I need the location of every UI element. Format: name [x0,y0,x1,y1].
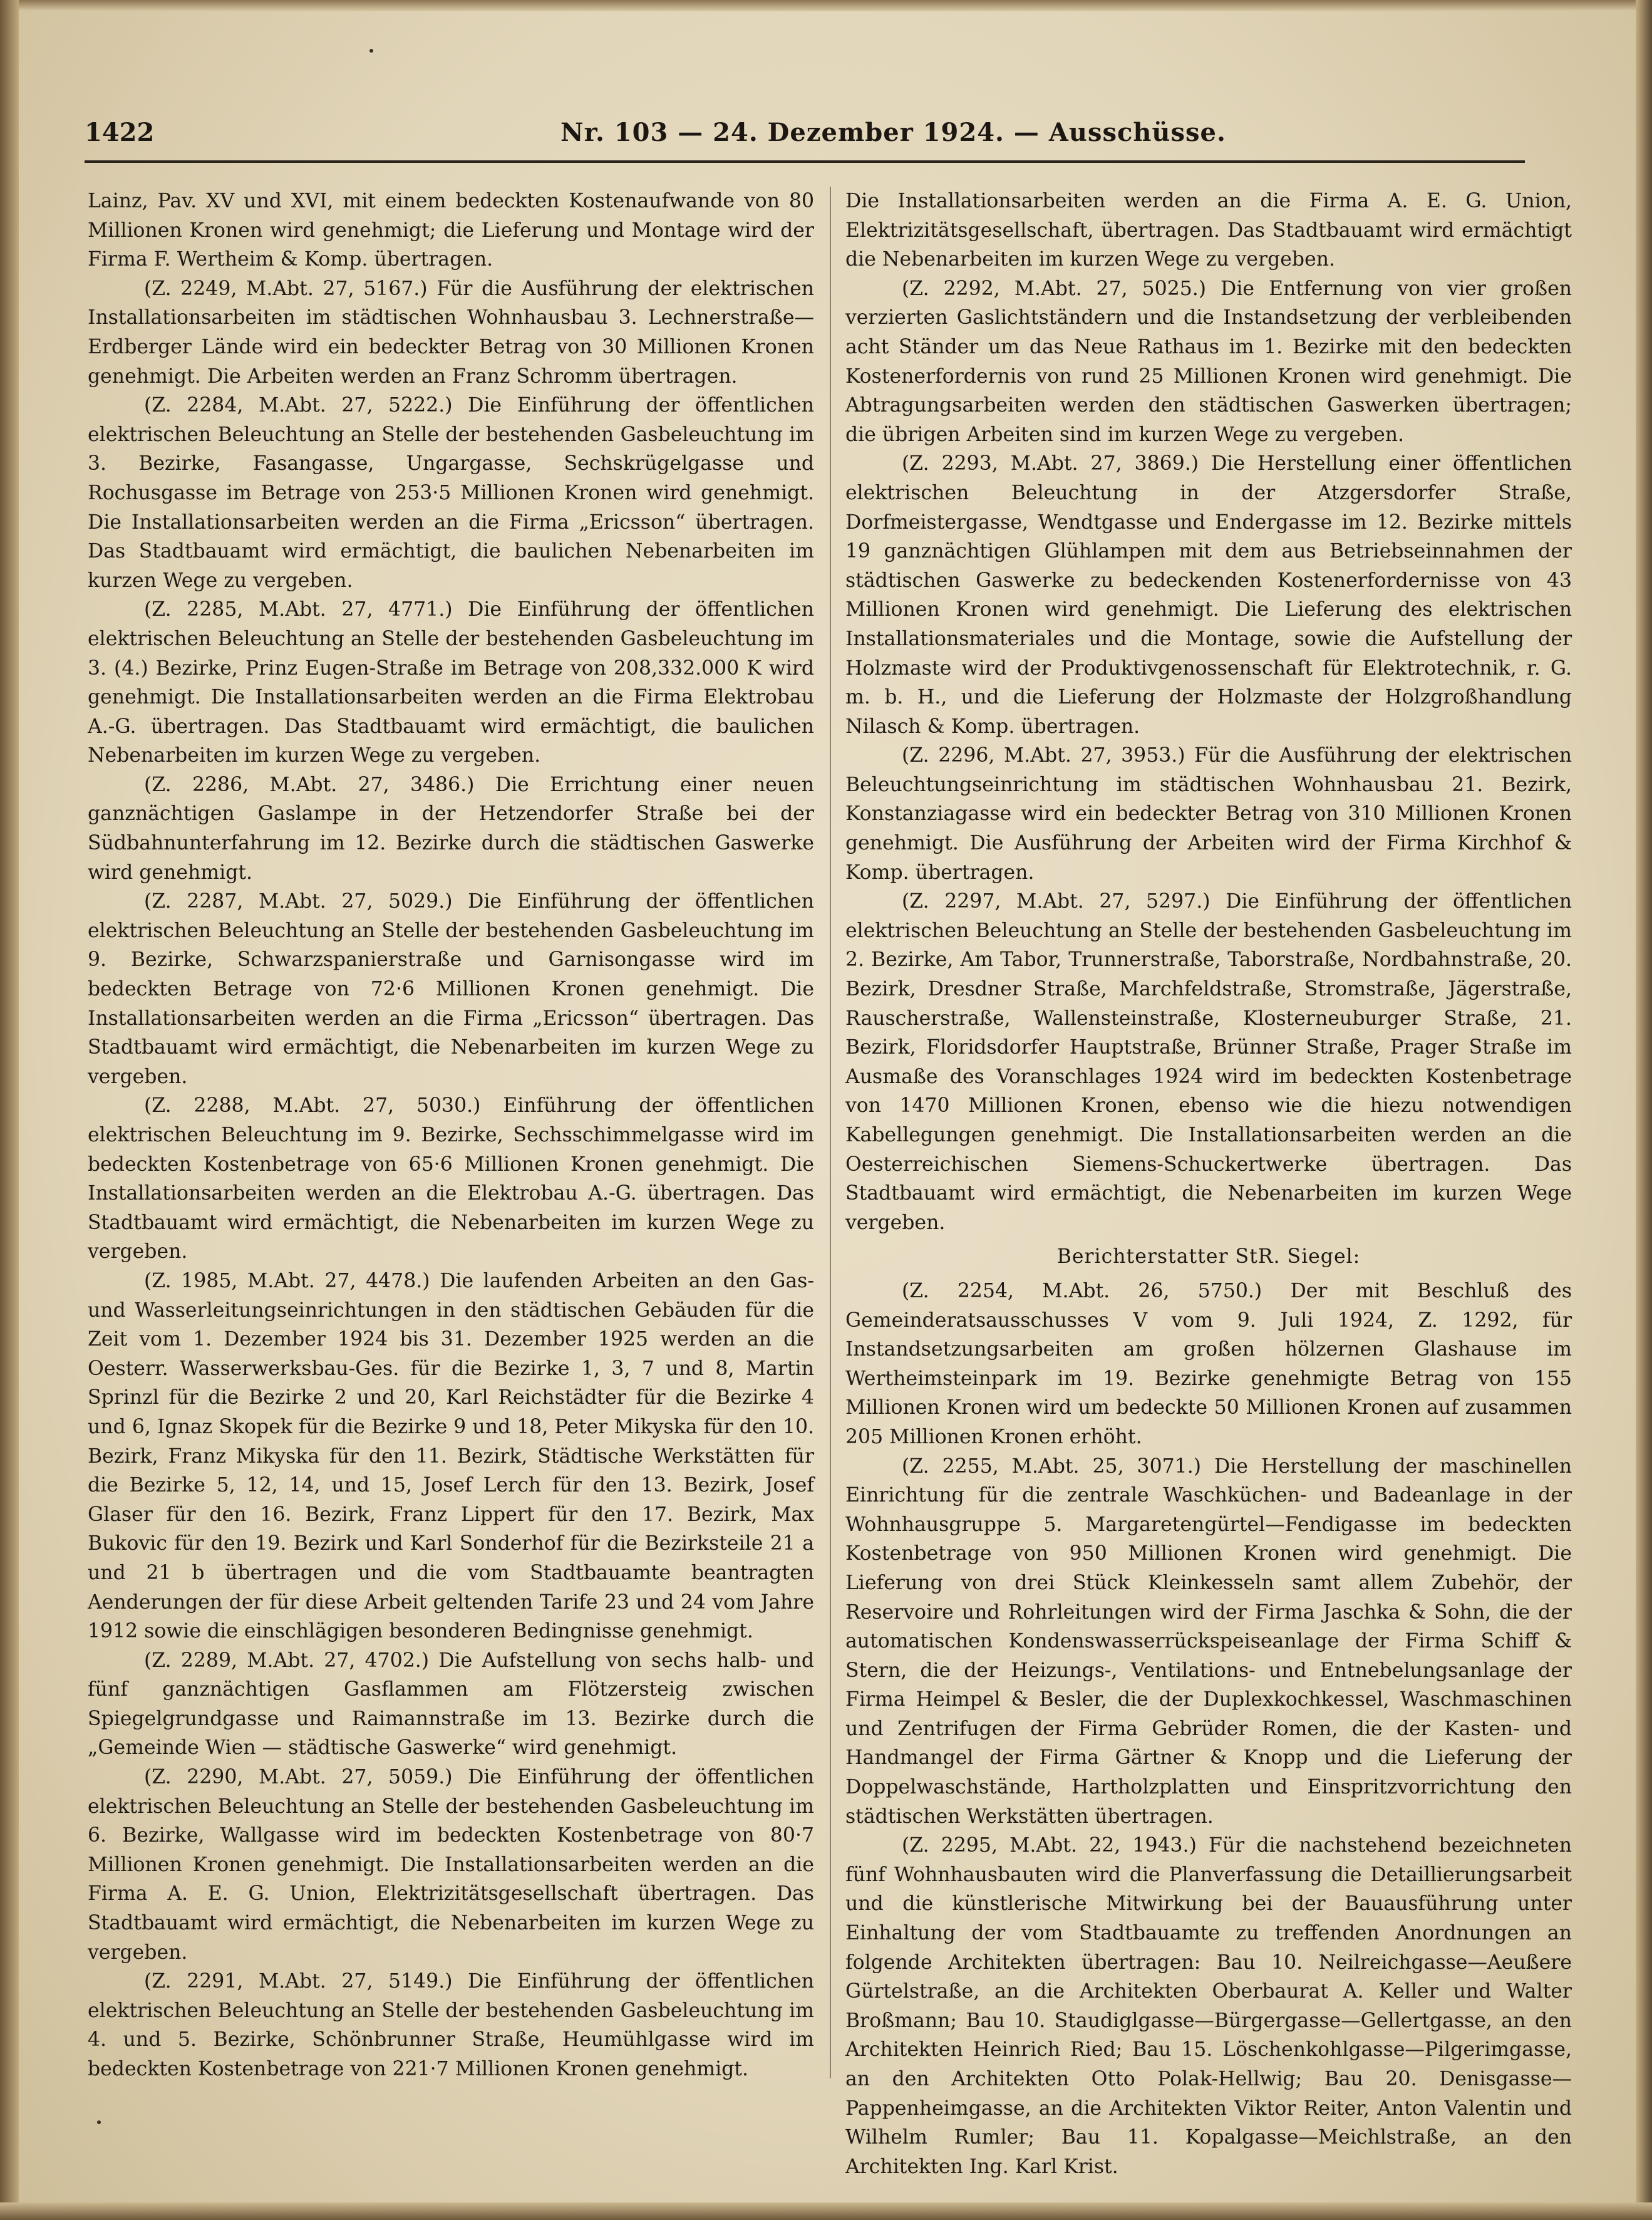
paragraph: Lainz, Pav. XV und XVI, mit einem bedeckten Kostenaufwande von 80 Millionen Kronen wird genehmigt; die Lieferung und Montage wird der Firma F. Wertheim & Komp. übertragen. [88,190,814,271]
paragraph: (Z. 2295, M.Abt. 22, 1943.) Für die nachstehend bezeichneten fünf Wohnhausbauten wird die Planverfassung die Detaillierungsarbeit und die künstlerische Mitwirkung bei der Bauausführung unter Einhaltung der vom Stadtbauamte zu treffenden Anordnungen an folgende Architekten übertragen: Bau 10. Neilreichgasse—Aeußere Gürtelstraße, an die Architekten Oberbaurat A. Keller und Walter Broßmann; Bau 10. Staudiglgasse—Bürgergasse—Gellertgasse, an den Architekten Heinrich Ried; Bau 15. Löschenkohlgasse—Pilgerimgasse, an den Architekten Otto Polak-Hellwig; Bau 20. Denisgasse—Pappenheimgasse, an die Architekten Viktor Reiter, Anton Valentin und Wilhelm Rumler; Bau 11. Kopalgasse—Meichlstraße, an den Architekten Ing. Karl Krist. [845,1834,1572,2178]
column-divider [830,187,831,2078]
paragraph: (Z. 2292, M.Abt. 27, 5025.) Die Entfernung von vier großen verzierten Gaslichtständern und die Instandsetzung der verbleibenden acht Ständer um das Neue Rathaus im 1. Bezirke mit den bedeckten Kostenerfordernis von rund 25 Millionen Kronen wird genehmigt. Die Abtragungsarbeiten werden den städtischen Gaswerken übertragen; die übrigen Arbeiten sind im kurzen Wege zu vergeben. [845,277,1572,446]
left-column [88,187,814,2080]
paragraph: (Z. 2255, M.Abt. 25, 3071.) Die Herstellung der maschinellen Einrichtung für die zentrale Waschküchen- und Badeanlage in der Wohnhausgruppe 5. Margaretengürtel—Fendigasse im bedeckten Kostenbetrage von 950 Millionen Kronen wird genehmigt. Die Lieferung von drei Stück Kleinkesseln samt allem Zubehör, der Reservoire und Rohrleitungen wird der Firma Jaschka & Sohn, die der automatischen Kondenswasserrückspeiseanlage der Firma Schiff & Stern, die der Heizungs-, Ventilations- und Entnebelungsanlage der Firma Heimpel & Besler, die der Duplexkochkessel, Waschmaschinen und Zentrifugen der Firma Gebrüder Romen, die der Kasten- und Handmangel der Firma Gärtner & Knopp und die Lieferung der Doppelwaschstände, Hartholzplatten und Einspritzvorrichtung den städtischen Werkstätten übertragen. [845,1455,1572,1828]
paragraph: (Z. 2285, M.Abt. 27, 4771.) Die Einführung der öffentlichen elektrischen Beleuchtung an Stelle der bestehenden Gasbeleuchtung im 3. (4.) Bezirke, Prinz Eugen-Straße im Betrage von 208,332.000 K wird genehmigt. Die Installationsarbeiten werden an die Firma Elektrobau A.-G. übertragen. Das Stadtbauamt wird ermächtigt, die baulichen Nebenarbeiten im kurzen Wege zu vergeben. [88,598,814,767]
paragraph: (Z. 2290, M.Abt. 27, 5059.) Die Einführung der öffentlichen elektrischen Beleuchtung an Stelle der bestehenden Gasbeleuchtung im 6. Bezirke, Wallgasse wird im bedeckten Kostenbetrage von 80·7 Millionen Kronen genehmigt. Die Installationsarbeiten werden an die Firma A. E. G. Union, Elektrizitätsgesellschaft übertragen. Das Stadtbauamt wird ermächtigt, die Nebenarbeiten im kurzen Wege zu vergeben. [88,1766,814,1964]
paragraph: (Z. 2254, M.Abt. 26, 5750.) Der mit Beschluß des Gemeinderatsausschusses V vom 9. Juli 1924, Z. 1292, für Instandsetzungsarbeiten am großen hölzernen Glashause im Wertheimsteinpark im 19. Bezirke genehmigte Betrag von 155 Millionen Kronen wird um bedeckte 50 Millionen Kronen auf zusammen 205 Millionen Kronen erhöht. [845,1279,1572,1448]
paragraph: (Z. 2249, M.Abt. 27, 5167.) Für die Ausführung der elektrischen Installationsarbeiten im städtischen Wohnhausbau 3. Lechnerstraße—Erdberger Lände wird ein bedeckter Betrag von 30 Millionen Kronen genehmigt. Die Arbeiten werden an Franz Schromm übertragen. [88,277,814,388]
paragraph: (Z. 2297, M.Abt. 27, 5297.) Die Einführung der öffentlichen elektrischen Beleuchtung an Stelle der bestehenden Gasbeleuchtung im 2. Bezirke, Am Tabor, Trunnerstraße, Taborstraße, Nordbahnstraße, 20. Bezirk, Dresdner Straße, Marchfeldstraße, Stromstraße, Jägerstraße, Rauscherstraße, Wallensteinstraße, Klosterneuburger Straße, 21. Bezirk, Floridsdorfer Hauptstraße, Brünner Straße, Prager Straße im Ausmaße des Voranschlages 1924 wird im bedeckten Kostenbetrage von 1470 Millionen Kronen, ebenso wie die hiezu notwendigen Kabellegungen genehmigt. Die Installationsarbeiten werden an die Oesterreichischen Siemens-Schuckertwerke übertragen. Das Stadtbauamt wird ermächtigt, die Nebenarbeiten im kurzen Wege vergeben. [845,890,1572,1234]
page-number: 1422 [85,118,155,147]
paragraph: (Z. 2293, M.Abt. 27, 3869.) Die Herstellung einer öffentlichen elektrischen Beleuchtung in der Atzgersdorfer Straße, Dorfmeistergasse, Wendtgasse und Endergasse im 12. Bezirke mittels 19 ganznächtigen Glühlampen mit dem aus Betriebseinnahmen der städtischen Gaswerke zu bedeckenden Kostenerfordernisse von 43 Millionen Kronen wird genehmigt. Die Lieferung des elektrischen Installationsmateriales und die Montage, sowie die Aufstellung der Holzmaste wird der Produktivgenossenschaft für Elektrotechnik, r. G. m. b. H., und die Lieferung der Holzmaste der Holzgroßhandlung Nilasch & Komp. übertragen. [845,452,1572,738]
paragraph: (Z. 2286, M.Abt. 27, 3486.) Die Errichtung einer neuen ganznächtigen Gaslampe in der Hetzendorfer Straße bei der Südbahnunterfahrung im 12. Bezirke durch die städtischen Gaswerke wird genehmigt. [88,773,814,884]
header-rule [85,160,1525,163]
paragraph: (Z. 2288, M.Abt. 27, 5030.) Einführung der öffentlichen elektrischen Beleuchtung im 9. Bezirke, Sechsschimmelgasse wird im bedeckten Kostenbetrage von 65·6 Millionen Kronen genehmigt. Die Installationsarbeiten werden an die Elektrobau A.-G. übertragen. Das Stadtbauamt wird ermächtigt, die Nebenarbeiten im kurzen Wege zu vergeben. [88,1094,814,1263]
paragraph: (Z. 2291, M.Abt. 27, 5149.) Die Einführung der öffentlichen elektrischen Beleuchtung an Stelle der bestehenden Gasbeleuchtung im 4. und 5. Bezirke, Schönbrunner Straße, Heumühlgasse wird im bedeckten Kostenbetrage von 221·7 Millionen Kronen genehmigt. [88,1970,814,2080]
page-header [85,118,1525,155]
rapporteur-heading: Berichterstatter StR. Siegel: [1056,1245,1361,1268]
paragraph: Die Installationsarbeiten werden an die Firma A. E. G. Union, Elektrizitätsgesellschaft, übertragen. Das Stadtbauamt wird ermächtigt die Nebenarbeiten im kurzen Wege zu vergeben. [845,190,1572,271]
paper-speck [369,49,373,53]
paragraph: (Z. 1985, M.Abt. 27, 4478.) Die laufenden Arbeiten an den Gas- und Wasserleitungseinrichtungen in den städtischen Gebäuden für die Zeit vom 1. Dezember 1924 bis 31. Dezember 1925 werden an die Oesterr. Wasserwerksbau-Ges. für die Bezirke 1, 3, 7 und 8, Martin Sprinzl für die Bezirke 2 und 20, Karl Reichstädter für die Bezirke 4 und 6, Ignaz Skopek für die Bezirke 9 und 18, Peter Mikyska für den 10. Bezirk, Franz Mikyska für den 11. Bezirk, Städtische Werkstätten für die Bezirke 5, 12, 14, und 15, Josef Lerch für den 13. Bezirk, Josef Glaser für den 16. Bezirk, Franz Lippert für den 17. Bezirk, Max Bukovic für den 19. Bezirk und Karl Sonderhof für die Bezirksteile 21 a und 21 b übertragen und die vom Stadtbauamte beantragten Aenderungen der für diese Arbeit geltenden Tarife 23 und 24 vom Jahre 1912 sowie die einschlägigen besonderen Bedingnisse genehmigt. [88,1269,814,1643]
right-column [845,187,1572,2178]
running-title: Nr. 103 — 24. Dezember 1924. — Ausschüsse. [560,118,1226,147]
page-edge-left [0,0,19,2220]
paragraph: (Z. 2296, M.Abt. 27, 3953.) Für die Ausführung der elektrischen Beleuchtungseinrichtung im städtischen Wohnhausbau 21. Bezirk, Konstanziagasse wird ein bedeckter Betrag von 310 Millionen Kronen genehmigt. Die Ausführung der Arbeiten wird der Firma Kirchhof & Komp. übertragen. [845,744,1572,884]
paper-speck [97,2120,101,2124]
paragraph: (Z. 2289, M.Abt. 27, 4702.) Die Aufstellung von sechs halb- und fünf ganznächtigen Gasflammen am Flötzersteig zwischen Spiegelgrundgasse und Raimannstraße im 13. Bezirke durch die „Gemeinde Wien — städtische Gaswerke“ wird genehmigt. [88,1649,814,1760]
paragraph: (Z. 2287, M.Abt. 27, 5029.) Die Einführung der öffentlichen elektrischen Beleuchtung an Stelle der bestehenden Gasbeleuchtung im 9. Bezirke, Schwarzspanierstraße und Garnisongasse wird im bedeckten Betrage von 72·6 Millionen Kronen genehmigt. Die Installationsarbeiten werden an die Firma „Ericsson“ übertragen. Das Stadtbauamt wird ermächtigt, die Nebenarbeiten im kurzen Wege zu vergeben. [88,890,814,1088]
paragraph: (Z. 2284, M.Abt. 27, 5222.) Die Einführung der öffentlichen elektrischen Beleuchtung an Stelle der bestehenden Gasbeleuchtung im 3. Bezirke, Fasangasse, Ungargasse, Sechskrügelgasse und Rochusgasse im Betrage von 253·5 Millionen Kronen wird genehmigt. Die Installationsarbeiten werden an die Firma „Ericsson“ übertragen. Das Stadtbauamt wird ermächtigt, die baulichen Nebenarbeiten im kurzen Wege zu vergeben. [88,394,814,592]
page-edge-right [1636,0,1652,2220]
page-edge-bottom [0,2202,1652,2220]
page-edge-top [0,0,1652,11]
